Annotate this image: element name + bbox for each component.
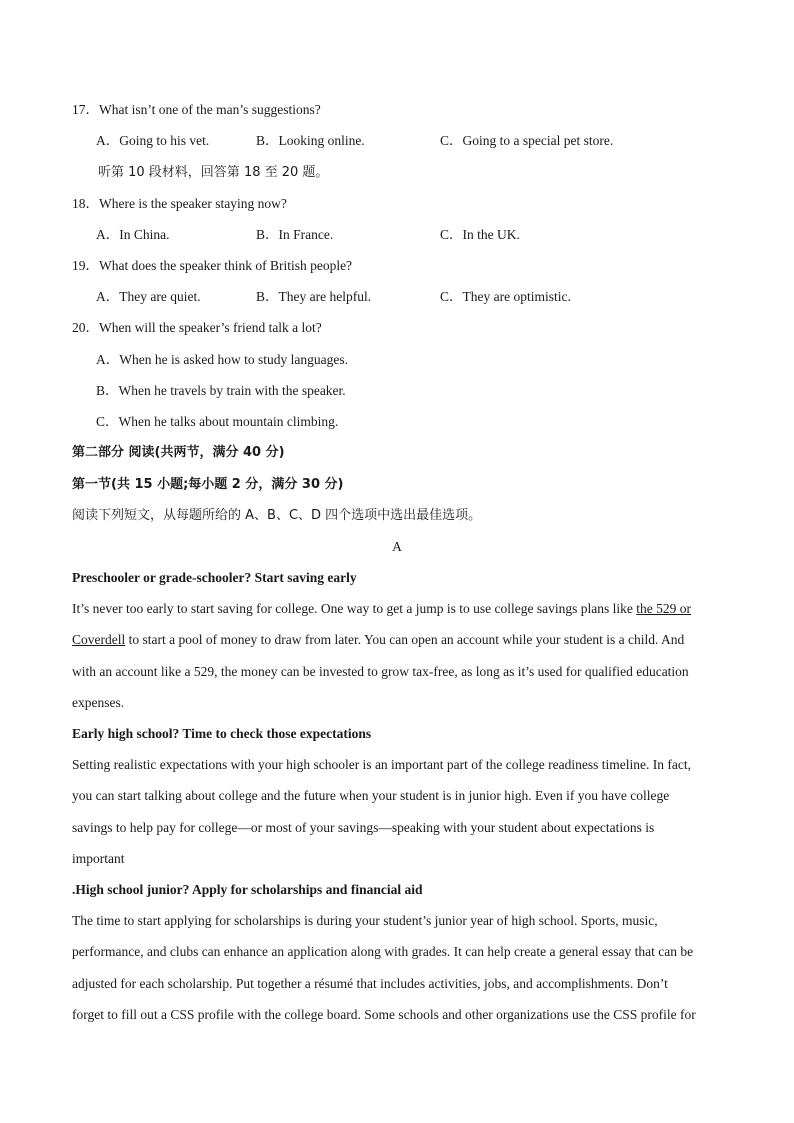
plan-link-529: the 529 or bbox=[636, 601, 691, 616]
section1-title: 第一节(共 15 小题;每小题 2 分，满分 30 分) bbox=[72, 477, 344, 492]
passage-line: expenses. bbox=[72, 695, 125, 710]
passage-line bbox=[72, 600, 691, 618]
question-20-option-a: A．When he is asked how to study languages. bbox=[96, 352, 348, 367]
question-19-option-a: A．They are quiet. bbox=[96, 289, 201, 304]
listening-instruction: 听第 10 段材料，回答第 18 至 20 题。 bbox=[98, 165, 329, 180]
passage-line bbox=[72, 631, 684, 649]
passage-line: important bbox=[72, 851, 125, 866]
passage-heading-1: Preschooler or grade-schooler? Start saving early bbox=[72, 570, 357, 585]
passage-heading-2: Early high school? Time to check those expectations bbox=[72, 726, 372, 741]
question-20-stem: 20．When will the speaker’s friend talk a lot? bbox=[72, 320, 322, 335]
passage-line: forget to fill out a CSS profile with the college board. Some schools and other organizations use the CSS profile for bbox=[72, 1007, 696, 1022]
passage-label: A bbox=[392, 539, 402, 554]
part2-title: 第二部分 阅读(共两节，满分 40 分) bbox=[72, 445, 285, 460]
question-20-option-c: C．When he talks about mountain climbing. bbox=[96, 414, 339, 429]
question-18-stem: 18．Where is the speaker staying now? bbox=[72, 196, 287, 211]
passage-line: adjusted for each scholarship. Put together a résumé that includes activities, jobs, and accomplishments. Don’t bbox=[72, 976, 668, 991]
question-17-option-b: B．Looking online. bbox=[256, 133, 365, 148]
passage-text: It’s never too early to start saving for college. One way to get a jump is to use college savings plans like bbox=[72, 601, 637, 616]
question-17-stem: 17．What isn’t one of the man’s suggestions? bbox=[72, 102, 321, 117]
passage-line: with an account like a 529, the money can be invested to grow tax-free, as long as it’s used for qualified education bbox=[72, 664, 689, 679]
question-18-option-b: B．In France. bbox=[256, 227, 334, 242]
passage-line: you can start talking about college and the future when your student is in junior high. Even if you have college bbox=[72, 788, 670, 803]
passage-text: to start a pool of money to draw from later. You can open an account while your student is a child. And bbox=[125, 632, 685, 647]
passage-line: The time to start applying for scholarships is during your student’s junior year of high school. Sports, music, bbox=[72, 913, 658, 928]
passage-line: Setting realistic expectations with your high schooler is an important part of the college readiness timeline. In fact, bbox=[72, 757, 691, 772]
question-19-option-b: B．They are helpful. bbox=[256, 289, 372, 304]
question-18-option-c: C．In the UK. bbox=[440, 227, 520, 242]
plan-link-coverdell: Coverdell bbox=[72, 632, 126, 647]
passage-line: savings to help pay for college—or most of your savings—speaking with your student about expectations is bbox=[72, 820, 655, 835]
question-17-option-c: C．Going to a special pet store. bbox=[440, 133, 614, 148]
reading-instruction: 阅读下列短文，从每题所给的 A、B、C、D 四个选项中选出最佳选项。 bbox=[72, 508, 482, 523]
passage-line: performance, and clubs can enhance an application along with grades. It can help create a general essay that can be bbox=[72, 944, 694, 959]
question-17-option-a: A．Going to his vet. bbox=[96, 133, 210, 148]
question-18-option-a: A．In China. bbox=[96, 227, 170, 242]
passage-heading-3: .High school junior? Apply for scholarships and financial aid bbox=[72, 882, 423, 897]
question-20-option-b: B．When he travels by train with the speaker. bbox=[96, 383, 346, 398]
question-19-stem: 19．What does the speaker think of British people? bbox=[72, 258, 353, 273]
question-19-option-c: C．They are optimistic. bbox=[440, 289, 571, 304]
